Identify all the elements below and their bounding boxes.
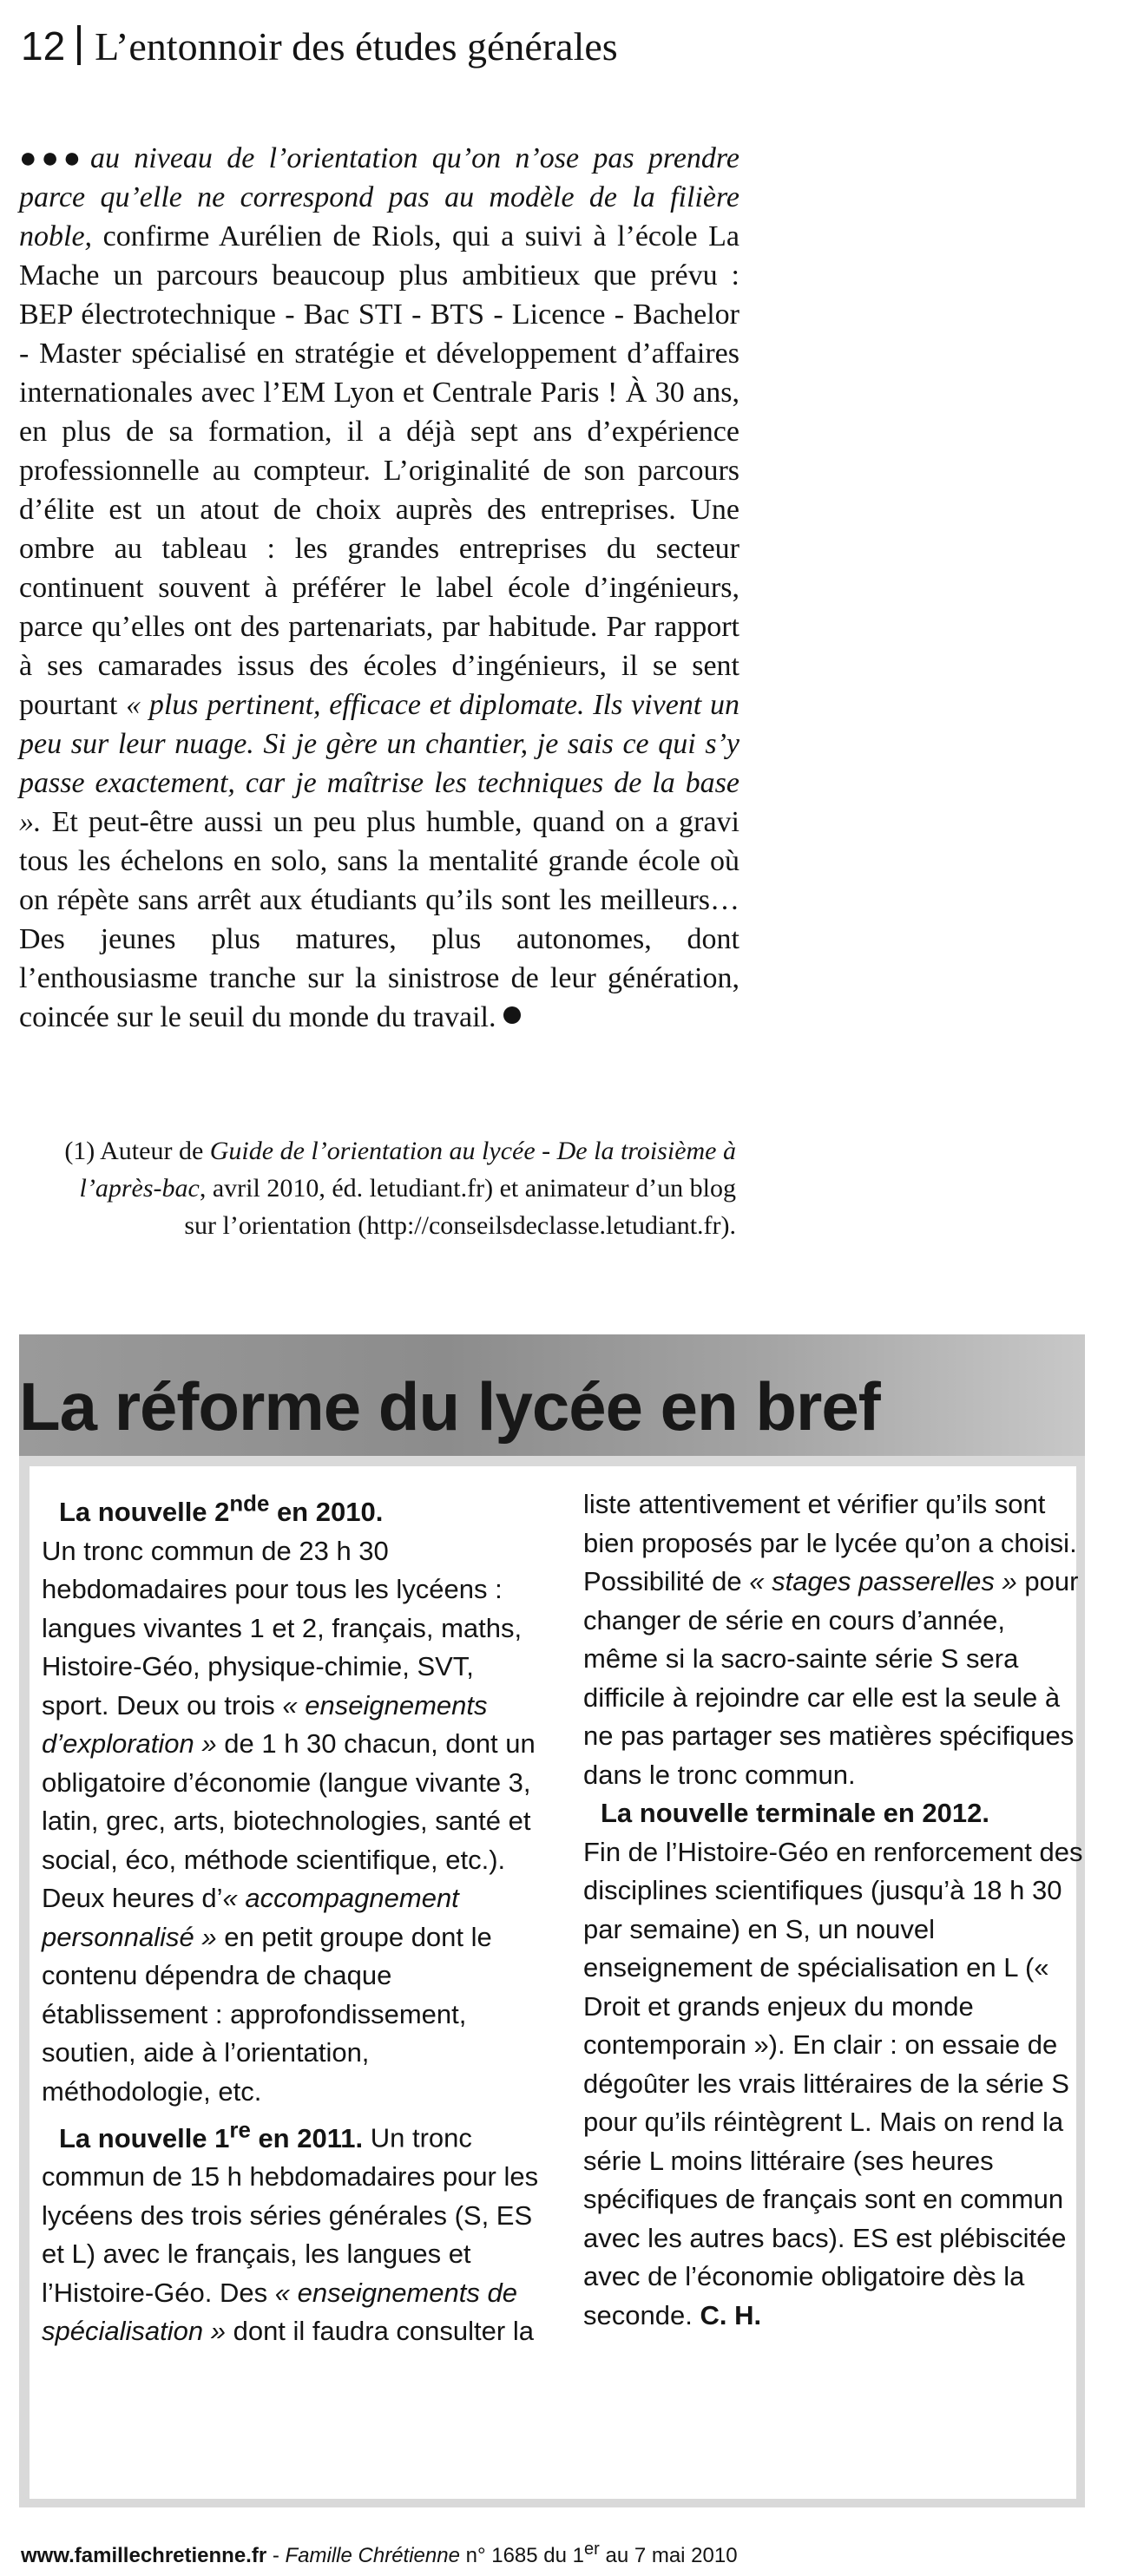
heading-terminale: La nouvelle terminale en 2012.: [601, 1798, 989, 1828]
footer-website: www.famillechretienne.fr: [21, 2544, 267, 2567]
footnote-lead: (1) Auteur de: [64, 1137, 210, 1165]
terminale-text: Fin de l’Histoire-Géo en renforcement des disciplines scientifiques (jusqu’à 18 h 30 par semaine) en S, un nouvel enseignement de spécialisation en L (« Droit et grands enjeux du monde contemporain »). En clair : on essaie de dégoûter les vrais littéraires de la série S pour qu’ils réintègrent L. Mais on rend la série L moins littéraire (ses heures spécifiques de français sont en commun avec les autres bacs). ES est plébiscitée avec de l’économie obligatoire dès la seconde.: [583, 1836, 1083, 2330]
footnote-rest: , avril 2010, éd. letudiant.fr) et animateur d’un blog sur l’orientation (http://conseilsdeclasse.letudiant.fr).: [184, 1174, 736, 1240]
heading-premiere: La nouvelle 1re en 2011.: [59, 2118, 364, 2153]
article-intro: au niveau de l’orientation qu’on n’ose pas prendre parce qu’elle ne correspond pas au modèle de la filière noble,: [19, 142, 739, 252]
sidebar-box-left-column: [42, 1485, 545, 2351]
sidebar-box-title: La réforme du lycée en bref: [19, 1368, 880, 1445]
sidebar-box-right-column: [583, 1485, 1087, 2335]
footer-issue: n° 1685 du 1: [459, 2544, 584, 2567]
article-text-2: Et peut-être aussi un peu plus humble, quand on a gravi tous les échelons en solo, sans la mentalité grande école où on répète sans arrêt aux étudiants qu’ils sont les meilleurs… Des jeunes plus matures, plus autonomes, dont l’enthousiasme tranche sur la sinistrose de leur génération, coincée sur le seuil du monde du travail.: [19, 806, 739, 1033]
seconde-accompagnement: « accompagnement personnalisé »: [42, 1883, 459, 1952]
sidebar-box-banner: [19, 1334, 1085, 1456]
article-paragraph: [19, 139, 739, 1037]
stages-passerelles: « stages passerelles »: [749, 1566, 1017, 1596]
bullet-dots-icon: ●●●: [19, 142, 85, 174]
section-terminale: [583, 1794, 1087, 2335]
page-header: [21, 16, 1097, 76]
footnote-book-title: Guide de l’orientation au lycée - De la troisième à l’après-bac: [79, 1137, 736, 1203]
heading-seconde: La nouvelle 2nde en 2010.: [59, 1492, 384, 1528]
section-premiere: La nouvelle 1re en 2011. Un tronc commun de 15 h hebdomadaires pour les lycéens des trois séries générales (S, ES et L) avec le français, les langues et l’Histoire-Géo. Des « enseignements de spécialisation » dont il faudra consulter la: [42, 2118, 539, 2347]
article-quote: « plus pertinent, efficace et diplomate. Ils vivent un peu sur leur nuage. Si je gère un chantier, je sais ce qui s’y passe exactement, car je maîtrise les techniques de la base ».: [19, 689, 739, 838]
article-text-1: confirme Aurélien de Riols, qui a suivi à l’école La Mache un parcours beaucoup plus ambitieux que prévu : BEP électrotechnique - Bac STI - BTS - Licence - Bachelor - Master spécialisé en stratégie et développement d’affaires internationales avec l’EM Lyon et Centrale Paris ! À 30 ans, en plus de sa formation, il a déjà sept ans d’expérience professionnelle au compteur. L’originalité de son parcours d’élite est un atout de choix auprès des entreprises. Une ombre au tableau : les grandes entreprises du secteur continuent souvent à préférer le label école d’ingénieurs, parce qu’elles ont des partenariats, par habitude. Par rapport à ses camarades issus des écoles d’ingénieurs, il se sent pourtant: [19, 220, 739, 721]
page-section-title: L’entonnoir des études générales: [95, 24, 618, 69]
premiere-text: Un tronc commun de 15 h hebdomadaires pour les lycéens des trois séries générales (S, ES et L) avec le français, les langues et l’Histoire-Géo. Des: [42, 2122, 539, 2308]
page-number: 12: [21, 23, 66, 69]
premiere-continued: liste attentivement et vérifier qu’ils sont bien proposés par le lycée qu’on a choisi. Possibilité de « stages passerelles » pour changer de série en cours d’année, même si la sacro-sainte série S sera difficile à rejoindre car elle est la seule à ne pas partager ses matières spécifiques dans le tronc commun.: [583, 1489, 1079, 1790]
author-signature: C. H.: [700, 2299, 762, 2330]
seconde-exploration: « enseignements d’exploration »: [42, 1689, 488, 1760]
seconde-text: Un tronc commun de 23 h 30 hebdomadaires pour tous les lycéens : langues vivantes 1 et 2, français, maths, Histoire-Géo, physique-chimie, SVT, sport. Deux ou trois: [42, 1535, 523, 1721]
header-separator: [77, 25, 81, 65]
article-body: [19, 139, 739, 1037]
page-footer: www.famillechretienne.fr - Famille Chrétienne n° 1685 du 1er au 7 mai 2010: [21, 2540, 738, 2567]
premiere-specialisation: « enseignements de spécialisation »: [42, 2277, 517, 2347]
end-of-article-dot-icon: [503, 1006, 521, 1024]
footnote: [52, 1132, 736, 1244]
footer-magazine: Famille Chrétienne: [285, 2544, 460, 2567]
section-seconde: La nouvelle 2nde en 2010. Un tronc commun de 23 h 30 hebdomadaires pour tous les lycéens : langues vivantes 1 et 2, français, maths, Histoire-Géo, physique-chimie, SVT, sport. Deux ou trois « enseignements d’exploration » de 1 h 30 chacun, dont un obligatoire d’économie (langue vivante 3, latin, grec, arts, biotechnologies, santé et social, éco, méthode scientifique, etc.). Deux heures d’« accompagnement personnalisé » en petit groupe dont le contenu dépendra de chaque établissement : approfondissement, soutien, aide à l’orientation, méthodologie, etc.: [42, 1492, 536, 2107]
